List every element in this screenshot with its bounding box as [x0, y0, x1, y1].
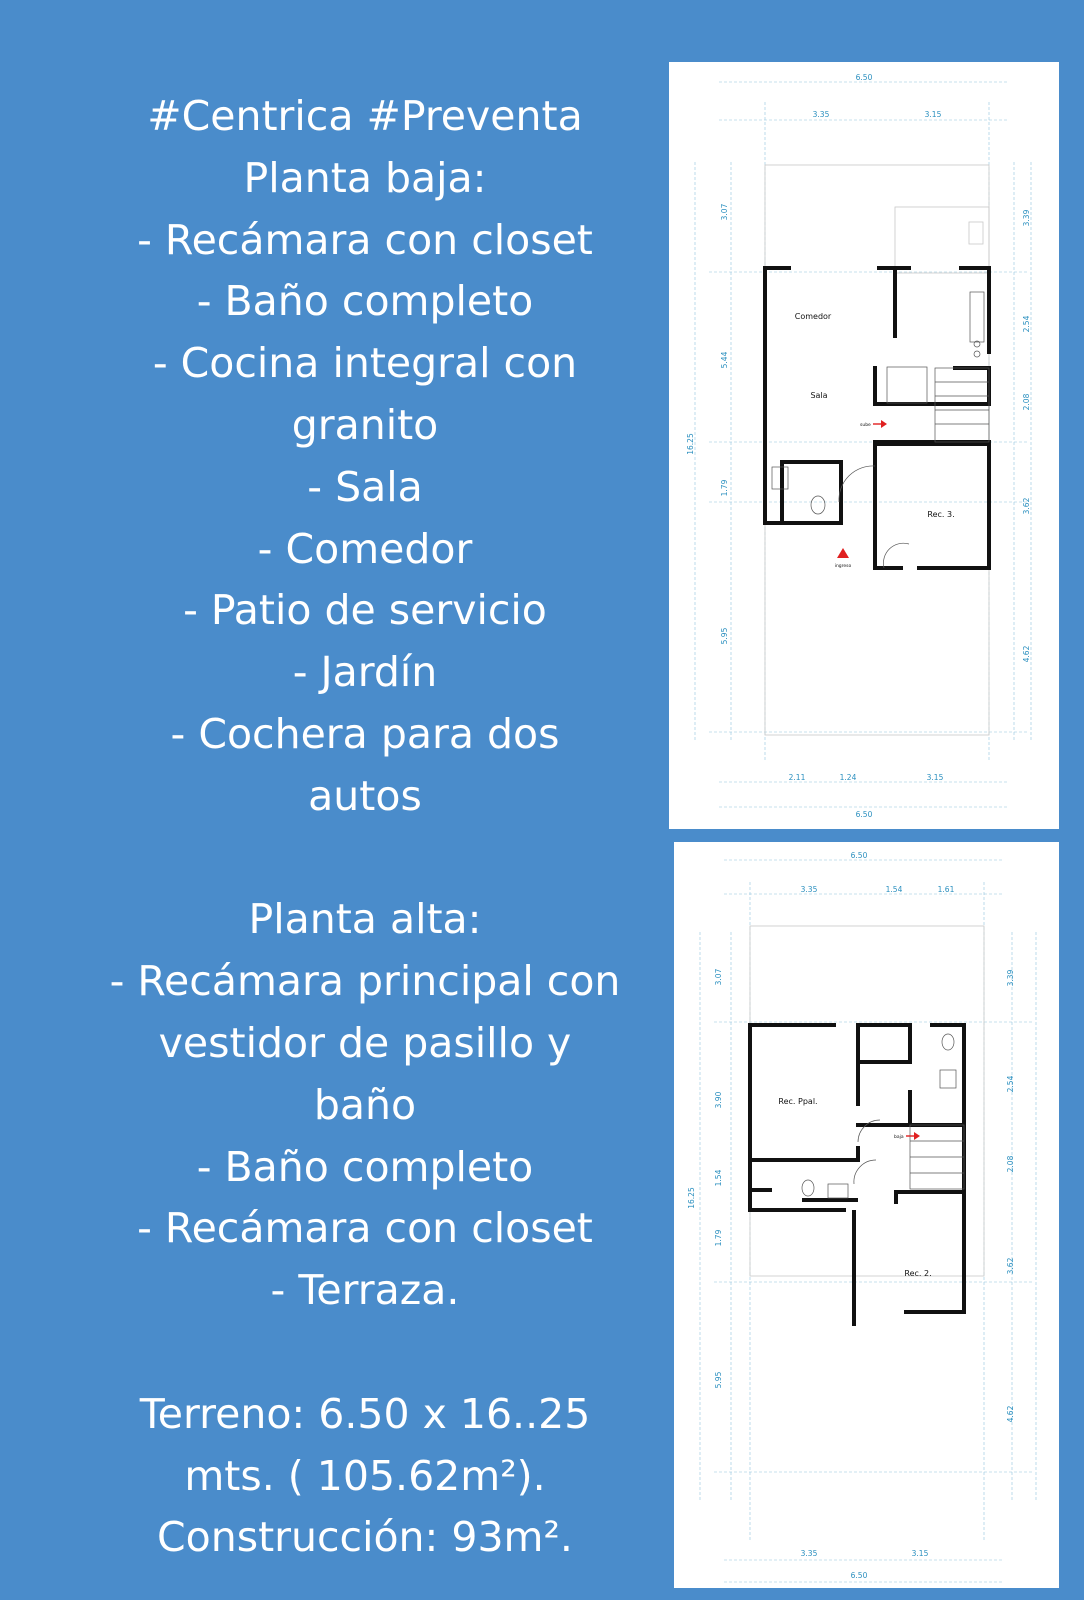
ground-floor-feature: - Patio de servicio [183, 586, 547, 635]
upper-floor-plan [674, 842, 1059, 1588]
ground-floor-feature: - Recámara con closet [137, 215, 593, 264]
room-label-rec2: Rec. 2. [904, 1269, 932, 1278]
dim-top-2: 1.54 [885, 885, 903, 894]
dim-top-1: 3.35 [800, 885, 818, 894]
dim-left-3: 1.79 [720, 479, 729, 497]
dim-top-total: 6.50 [855, 73, 873, 82]
summary-line: Construcción: 93m². [157, 1513, 573, 1562]
ground-floor-plan [669, 62, 1059, 829]
dim-top-left: 3.35 [812, 110, 830, 119]
upper-floor-feature: vestidor de pasillo y [158, 1018, 572, 1067]
dim-left-4: 5.95 [720, 627, 729, 645]
dim-bottom-2: 3.15 [911, 1549, 929, 1558]
dim-right-3: 2.08 [1006, 1155, 1015, 1173]
dim-bottom-total: 6.50 [855, 810, 873, 819]
upper-floor-plan-drawing [674, 842, 1059, 1588]
dim-bottom-3: 3.15 [926, 773, 944, 782]
dim-left-total: 16.25 [686, 433, 695, 455]
entry-marker [837, 548, 849, 558]
stairs-arrow-head [881, 420, 887, 428]
dim-bottom-2: 1.24 [839, 773, 857, 782]
dim-left-1: 3.07 [720, 203, 729, 221]
section-spacer [40, 828, 690, 890]
ground-floor-heading: Planta baja: [243, 153, 487, 202]
ground-floor-feature: - Baño completo [196, 277, 534, 326]
ground-floor-feature: - Cocina integral con [152, 339, 578, 388]
ground-floor-feature: - Jardín [292, 648, 438, 697]
dim-left-3: 1.54 [714, 1169, 723, 1187]
dim-right-4: 3.62 [1022, 497, 1031, 515]
dim-left-1: 3.07 [714, 968, 723, 986]
dim-right-5: 4.62 [1022, 645, 1031, 663]
summary-line: mts. ( 105.62m²). [184, 1451, 546, 1500]
ground-floor-feature: - Cochera para dos [170, 709, 560, 758]
room-label-rec-ppal: Rec. Ppal. [778, 1097, 818, 1106]
stairs-up-label: sube [860, 423, 871, 428]
dim-left-2: 3.90 [714, 1091, 723, 1109]
dim-top-3: 1.61 [937, 885, 955, 894]
dim-left-2: 5.44 [720, 351, 729, 369]
dim-right-2: 2.54 [1006, 1075, 1015, 1093]
room-label-sala: Sala [810, 391, 828, 400]
ground-floor-plan-drawing [669, 62, 1059, 829]
ground-floor-feature: autos [308, 771, 422, 820]
dim-right-5: 4.62 [1006, 1405, 1015, 1423]
upper-floor-heading: Planta alta: [248, 895, 482, 944]
dim-left-total: 16.25 [687, 1187, 696, 1209]
upper-floor-feature: - Terraza. [270, 1266, 460, 1315]
upper-floor-feature: - Recámara con closet [137, 1204, 593, 1253]
upper-floor-feature: - Baño completo [196, 1142, 534, 1191]
dim-left-5: 5.95 [714, 1371, 723, 1389]
ground-floor-feature: - Comedor [257, 524, 473, 573]
upper-floor-feature: baño [313, 1080, 417, 1129]
dim-bottom-1: 3.35 [800, 1549, 818, 1558]
upper-floor-feature: - Recámara principal con [109, 957, 621, 1006]
dim-bottom-total: 6.50 [850, 1571, 868, 1580]
dim-right-4: 3.62 [1006, 1257, 1015, 1275]
dim-left-4: 1.79 [714, 1229, 723, 1247]
stairs-arrow-head [914, 1132, 920, 1140]
ground-floor-feature: - Sala [307, 462, 423, 511]
listing-description [40, 86, 690, 1569]
ground-floor-feature: granito [291, 400, 439, 449]
entry-label: ingreso [834, 564, 852, 569]
dim-top-right: 3.15 [924, 110, 942, 119]
section-spacer [40, 1322, 690, 1384]
hashtags: #Centrica #Preventa [147, 92, 583, 140]
dim-right-1: 3.39 [1022, 209, 1031, 227]
dim-bottom-1: 2.11 [788, 773, 806, 782]
dim-right-1: 3.39 [1006, 969, 1015, 987]
summary-line: Terreno: 6.50 x 16..25 [139, 1389, 591, 1438]
stairs-down-label: baja [894, 1135, 904, 1140]
room-label-comedor: Comedor [794, 312, 832, 321]
dim-top-total: 6.50 [850, 851, 868, 860]
dim-right-3: 2.08 [1022, 393, 1031, 411]
room-label-rec3: Rec. 3. [927, 510, 955, 519]
dim-right-2: 2.54 [1022, 315, 1031, 333]
